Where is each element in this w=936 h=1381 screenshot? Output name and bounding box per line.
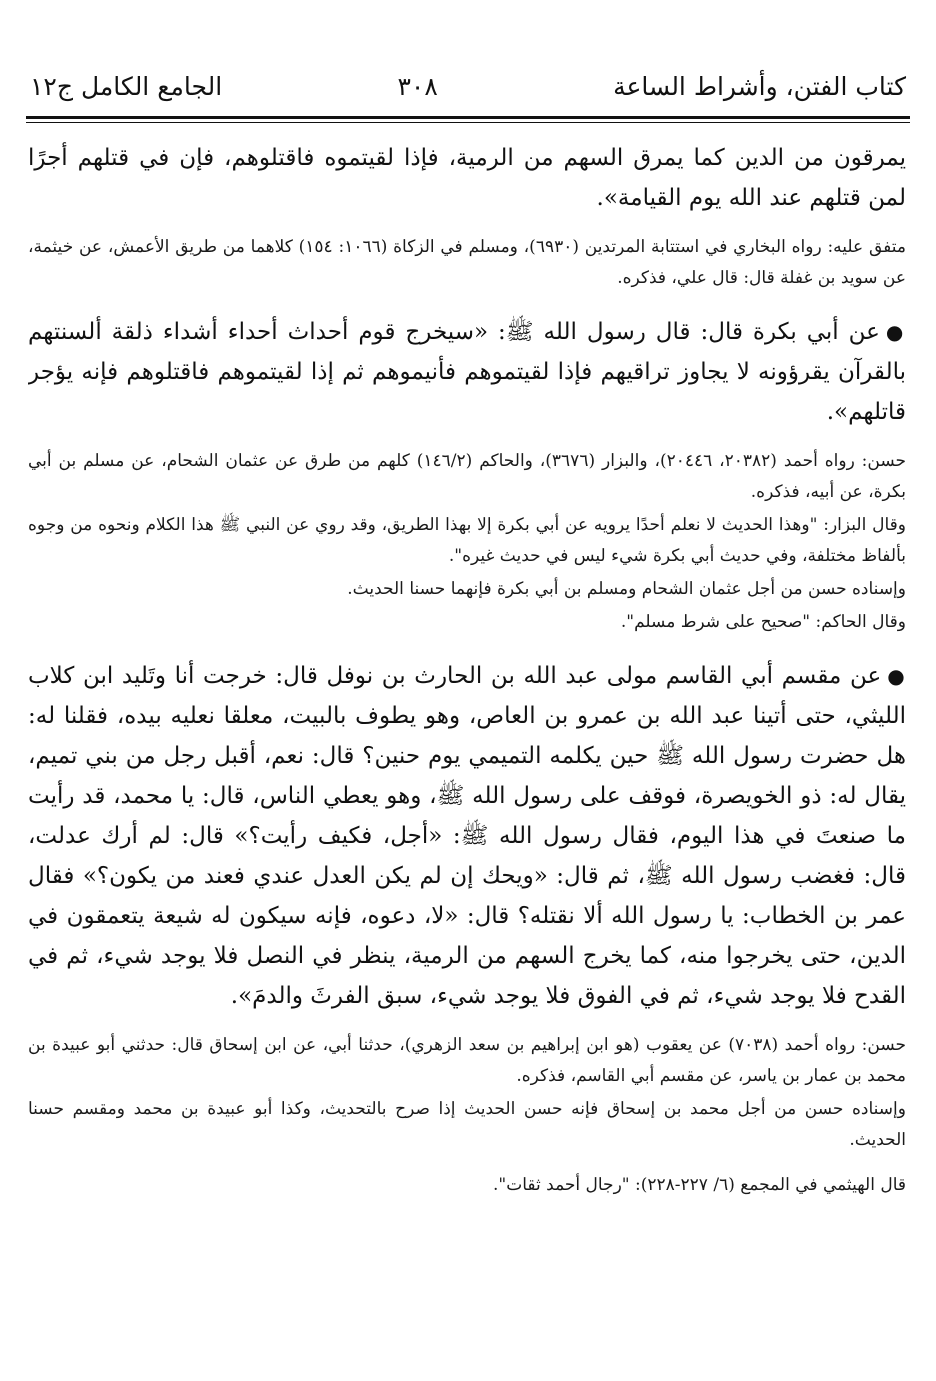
hadith-text — [28, 312, 906, 432]
header-divider-thin — [26, 122, 910, 123]
bullet-icon: ● — [885, 320, 906, 344]
header-divider-thick — [26, 116, 910, 119]
header-chapter-title: كتاب الفتن، وأشراط الساعة — [613, 71, 906, 101]
commentary-note: وإسناده حسن من أجل محمد بن إسحاق فإنه حسن الحديث إذا صرح بالتحديث، وكذا أبو عبيدة بن محمد ومقسم حسنا الحديث. — [28, 1099, 906, 1150]
page-body — [28, 138, 906, 1361]
takhrij-note: متفق عليه: رواه البخاري في استتابة المرتدين (٦٩٣٠)، ومسلم في الزكاة (١٠٦٦: ١٥٤) كلاهما من طريق الأعمش، عن خيثمة، عن سويد بن غفلة قال: قال علي، فذكره. — [28, 237, 906, 288]
hadith-text-content: عن أبي بكرة قال: قال رسول الله ﷺ: «سيخرج قوم أحداث أحداء أشداء ذلقة ألسنتهم بالقرآن يقرؤونه لا يجاوز تراقيهم فإذا لقيتموهم فأنيموهم ثم إذا لقيتموهم فاقتلوهم فإنه يؤجر قاتلهم». — [28, 319, 906, 425]
hadith-text — [28, 656, 906, 1016]
takhrij-note: حسن: رواه أحمد (٧٠٣٨) عن يعقوب (هو ابن إبراهيم بن سعد الزهري)، حدثنا أبي، عن ابن إسحاق قال: حدثني أبو عبيدة بن محمد بن عمار بن ياسر، عن مقسم أبي القاسم، فذكره. — [28, 1035, 906, 1086]
commentary-note: وإسناده حسن من أجل عثمان الشحام ومسلم بن أبي بكرة فإنهما حسنا الحديث. — [347, 579, 906, 599]
hadith-text-content: عن مقسم أبي القاسم مولى عبد الله بن الحارث بن نوفل قال: خرجت أنا وتَليد ابن كلاب الليثي، حتى أتينا عبد الله بن عمرو بن العاص، وهو يطوف بالبيت، معلقا نعليه بيده، فقلنا له: هل حضرت رسول الله ﷺ حين يكلمه التميمي يوم حنين؟ قال: نعم، أقبل رجل من بني تميم، يقال له: ذو الخويصرة، فوقف على رسول الله ﷺ، وهو يعطي الناس، قال: يا محمد، قد رأيت ما صنعتَ في هذا اليوم، فقال رسول الله ﷺ: «أجل، فكيف رأيت؟» قال: لم أرك عدلت، قال: فغضب رسول الله ﷺ، ثم قال: «ويحك إن لم يكن العدل عندي فعند من يكون؟» فقال عمر بن الخطاب: يا رسول الله ألا نقتله؟ قال: «لا، دعوه، فإنه سيكون له شيعة يتعمقون في الدين، حتى يخرجوا منه، كما يخرج السهم من الرمية، ينظر في النصل فلا يوجد شيء، ثم في القدح فلا يوجد شيء، ثم في الفوق فلا يوجد شيء، سبق الفرثَ والدمَ». — [28, 663, 906, 1009]
commentary-note: وقال الحاكم: "صحيح على شرط مسلم". — [620, 612, 906, 632]
hadith-text-content: يمرقون من الدين كما يمرق السهم من الرمية، فإذا لقيتموه فاقتلوهم، فإن في قتلهم أجرًا لمن قتلهم عند الله يوم القيامة». — [28, 145, 906, 211]
page-number: ٣٠٨ — [397, 71, 438, 101]
takhrij-note: حسن: رواه أحمد (٢٠٣٨٢، ٢٠٤٤٦)، والبزار (٣٦٧٦)، والحاكم (١٤٦/٢) كلهم من طرق عن عثمان الشحام، عن مسلم بن أبي بكرة، عن أبيه، فذكره. — [28, 451, 906, 502]
commentary-note: وقال البزار: "وهذا الحديث لا نعلم أحدًا يرويه عن أبي بكرة إلا بهذا الطريق، وقد روي عن النبي ﷺ هذا الكلام ونحوه من وجوه بألفاظ مختلفة، وفي حديث أبي بكرة شيء ليس في حديث غيره". — [28, 515, 906, 566]
header-book-title: الجامع الكامل ج١٢ — [30, 71, 223, 101]
page-header — [30, 66, 906, 106]
commentary-note: قال الهيثمي في المجمع (٦/ ٢٢٧-٢٢٨): "رجال أحمد ثقات". — [493, 1175, 906, 1195]
bullet-icon: ● — [887, 664, 906, 688]
hadith-text — [28, 138, 906, 218]
